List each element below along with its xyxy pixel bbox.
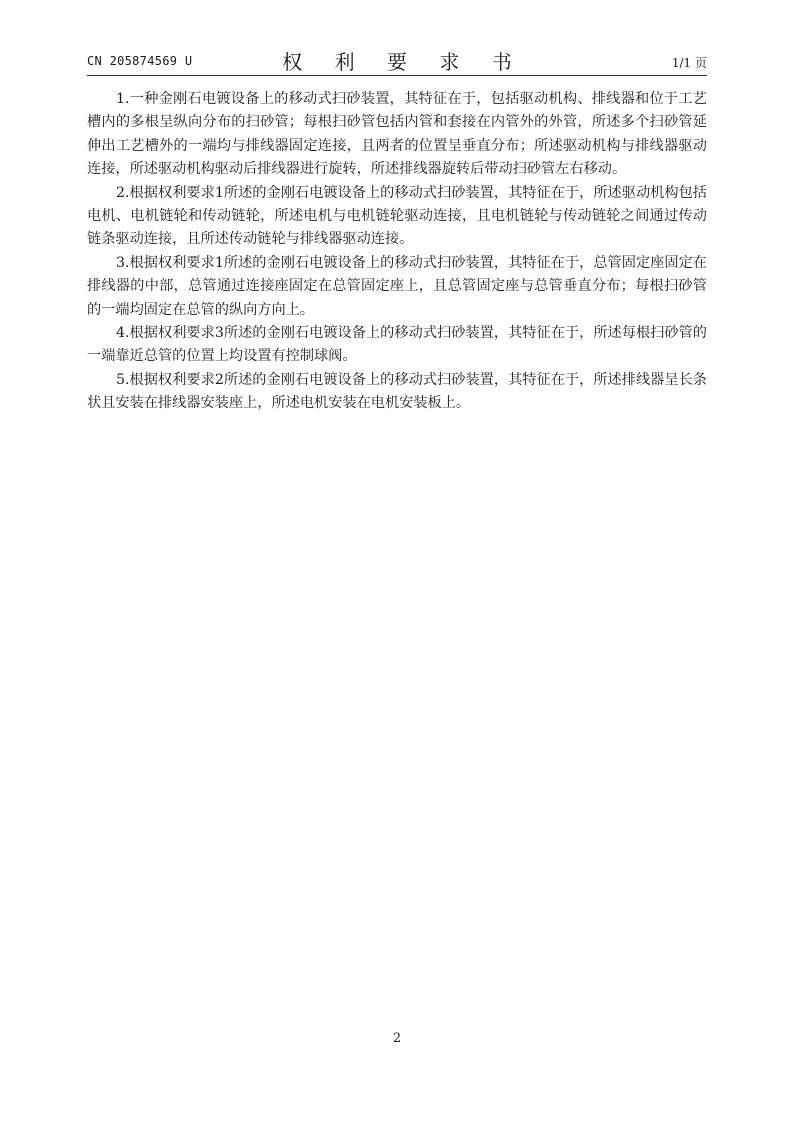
claim-2: 2.根据权利要求1所述的金刚石电镀设备上的移动式扫砂装置，其特征在于，所述驱动机构包括电机、电机链轮和传动链轮，所述电机与电机链轮驱动连接，且电机链轮与传动链轮之间通过传动链条驱动连接，且所述传动链轮与排线器驱动连接。 — [87, 184, 707, 248]
claim-5: 5.根据权利要求2所述的金刚石电镀设备上的移动式扫砂装置，其特征在于，所述排线器呈长条状且安装在排线器安装座上，所述电机安装在电机安装板上。 — [87, 371, 707, 412]
claim-3: 3.根据权利要求1所述的金刚石电镀设备上的移动式扫砂装置，其特征在于，总管固定座固定在排线器的中部，总管通过连接座固定在总管固定座上，且总管固定座与总管垂直分布；每根扫砂管的一端均固定在总管的纵向方向上。 — [87, 254, 707, 318]
page-number: 2 — [392, 1031, 402, 1046]
claims-body — [87, 88, 707, 416]
header-divider — [87, 75, 707, 76]
page-count: 1/1 页 — [671, 56, 707, 70]
claim-4: 4.根据权利要求3所述的金刚石电镀设备上的移动式扫砂装置，其特征在于，所述每根扫砂管的一端靠近总管的位置上均设置有控制球阀。 — [87, 325, 707, 365]
document-title: 权 利 要 求 书 — [282, 50, 525, 74]
document-header — [87, 44, 707, 74]
claim-1: 1.一种金刚石电镀设备上的移动式扫砂装置，其特征在于，包括驱动机构、排线器和位于工艺槽内的多根呈纵向分布的扫砂管；每根扫砂管包括内管和套接在内管外的外管，所述多个扫砂管延伸出工艺槽外的一端均与排线器固定连接，且两者的位置呈垂直分布；所述驱动机构与排线器驱动连接，所述驱动机构驱动后排线器进行旋转，所述排线器旋转后带动扫砂管左右移动。 — [87, 91, 707, 178]
publication-number: CN 205874569 U — [87, 54, 193, 68]
